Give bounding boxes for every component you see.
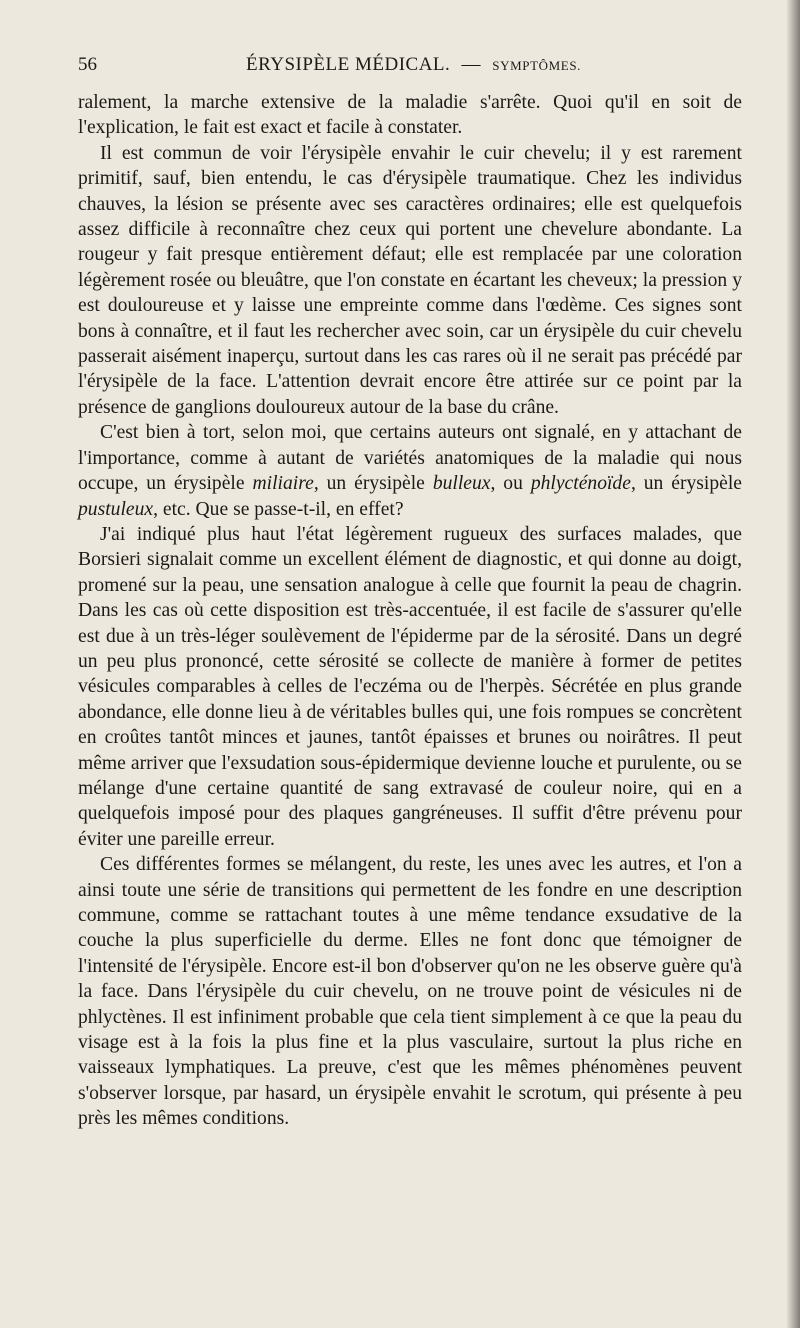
italic-term: miliaire (252, 473, 314, 495)
text-run: , ou (490, 473, 531, 495)
italic-term: pustuleux (78, 498, 154, 520)
paragraph-borsieri: J'ai indiqué plus haut l'état légèrement rugueux des surfaces malades, que Borsieri signalait comme un excellent élément de diagnostic, et qui donne au doigt, promené sur la peau, une sensation analogue à celle que fournit la peau de chagrin. Dans les cas où cette disposition est très-accentuée, il est facile de s'assurer qu'elle est due à un très-léger soulèvement de l'épiderme par de la sérosité. Dans un degré un peu plus prononcé, cette sérosité se collecte de manière à former de petites vésicules comparables à celles de l'eczéma ou de l'herpès. Sécrétée en plus grande abondance, elle donne lieu à de véritables bulles qui, une fois rompues se concrètent en croûtes tantôt minces et jaunes, tantôt épaisses et brunes ou noirâtres. Il peut même arriver que l'exsudation sous-épidermique devienne louche et purulente, ou se mélange d'une certaine quantité de sang extravasé de couleur noire, qui en a quelquefois imposé pour des plaques gangréneuses. Il suffit d'être prévenu pour éviter une pareille erreur. (78, 523, 742, 850)
italic-term: bulleux (432, 473, 491, 495)
text-run: , un érysipèle (313, 473, 433, 495)
italic-term: phlycténoïde (530, 473, 631, 495)
body-text (78, 90, 742, 1132)
paragraph-cuir-chevelu: Il est commun de voir l'érysipèle envahir le cuir chevelu; il y est rarement primitif, sauf, bien entendu, le cas d'érysipèle traumatique. Chez les individus chauves, la lésion se présente avec ses caractères ordinaires; elle est quelquefois assez difficile à reconnaître chez ceux qui portent une chevelure abondante. La rougeur y fait presque entièrement défaut; elle est remplacée par une coloration légèrement rosée ou bleuâtre, que l'on constate en écartant les cheveux; la pression y est douloureuse et y laisse une empreinte comme dans l'œdème. Ces signes sont bons à connaître, et il faut les rechercher avec soin, car un érysipèle du cuir chevelu passerait aisément inaperçu, surtout dans les cas rares où il ne serait pas précédé par l'érysipèle de la face. L'attention devrait encore être attirée sur ce point par la présence de ganglions douloureux autour de la base du crâne. (78, 142, 742, 418)
running-title (246, 54, 581, 76)
text-run: , etc. Que se passe-t-il, en effet? (153, 498, 404, 520)
paragraph-varietes (78, 420, 742, 522)
paragraph-formes: Ces différentes formes se mélangent, du reste, les unes avec les autres, et l'on a ainsi toute une série de transitions qui permettent de les fondre en une description commune, comme se rattachant toutes à une même tendance exsudative de la couche la plus superficielle du derme. Elles ne font donc que témoigner de l'intensité de l'érysipèle. Encore est-il bon d'observer qu'on ne les observe guère qu'à la face. Dans l'érysipèle du cuir chevelu, on ne trouve point de vésicules ni de phlyctènes. Il est infiniment probable que cela tient simplement à ce que la peau du visage est à la fois la plus fine et la plus vasculaire, surtout la plus riche en vaisseaux lymphatiques. La preuve, c'est que les mêmes phénomènes peuvent s'observer lorsque, par hasard, un érysipèle envahit le scrotum, qui présente à peu près les mêmes conditions. (78, 854, 742, 1130)
text-run: , un érysipèle (630, 473, 743, 495)
book-title: ÉRYSIPÈLE MÉDICAL. (246, 54, 451, 75)
running-header (78, 54, 742, 84)
paragraph-continuation: ralement, la marche extensive de la maladie s'arrête. Quoi qu'il en soit de l'explication, le fait est exact et facile à constater. (78, 92, 742, 139)
page-number: 56 (78, 54, 97, 75)
section-title: SYMPTÔMES. (492, 58, 581, 73)
title-dash: — (461, 54, 482, 75)
text-run: C'est bien à tort, selon moi, que certains auteurs ont signalé, en y attachant de l'importance, comme à autant de variétés anatomiques de la maladie qui nous occupe, un érysipèle (78, 422, 742, 495)
